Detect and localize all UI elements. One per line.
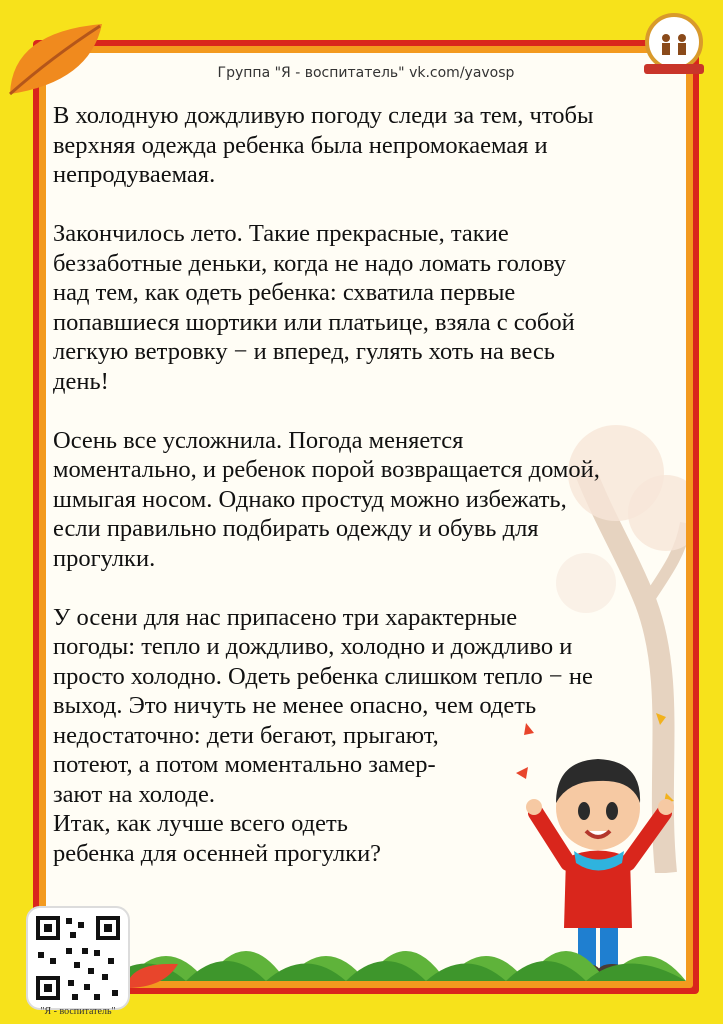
text-line: прогулки. [53,544,156,572]
text-line: потеют, а потом моментально замер- [53,751,436,778]
text-line: попавшиеся шортики или платьице, взяла с собой [53,308,575,336]
text-line: Закончилось лето. Такие прекрасные, такие [53,220,509,247]
text-line: просто холодно. Одеть ребенка слишком тепло − не [53,662,593,690]
text-line: беззаботные деньки, когда не надо ломать голову [53,249,566,277]
text-line: верхняя одежда ребенка была непромокаемая и [53,131,548,159]
paragraph-2 [53,219,683,396]
text-line: над тем, как одеть ребенка: схватила первые [53,279,516,306]
text-line: шмыгая носом. Однако простуд можно избежать, [53,485,567,513]
text-line: погоды: тепло и дождливо, холодно и дождливо и [53,633,573,660]
paragraph-1 [53,101,683,190]
text-line: В холодную дождливую погоду следи за тем, чтобы [53,102,594,129]
qr-caption: "Я - воспитатель" [40,1006,116,1017]
text-line: выход. Это ничуть не менее опасно, чем одеть [53,692,537,719]
text-line: Осень все усложнила. Погода меняется [53,426,464,454]
text-line: легкую ветровку − и вперед, гулять хоть на весь [53,338,555,365]
text-line: день! [53,367,109,395]
qr-code-icon [28,908,128,1008]
group-header: Группа "Я - воспитатель" vk.com/yavosp [217,65,515,81]
text-line: зают на холоде. [53,780,215,808]
text-line: ребенка для осенней прогулки? [53,839,382,867]
autumn-leaf-icon [2,12,112,102]
text-line: если правильно подбирать одежду и обувь для [53,515,539,542]
text-line: Итак, как лучше всего одеть [53,810,348,837]
text-line: непродуваемая. [53,161,216,188]
group-logo-icon [638,12,710,78]
content-paper [46,53,686,981]
text-line: У осени для нас припасено три характерные [53,603,518,631]
text-line: моментально, и ребенок порой возвращается домой, [53,456,600,483]
text-line: недостаточно: дети бегают, прыгают, [53,721,439,749]
qr-code[interactable] [26,906,130,1010]
small-leaf-icon [124,958,180,992]
paragraph-3 [53,426,683,574]
